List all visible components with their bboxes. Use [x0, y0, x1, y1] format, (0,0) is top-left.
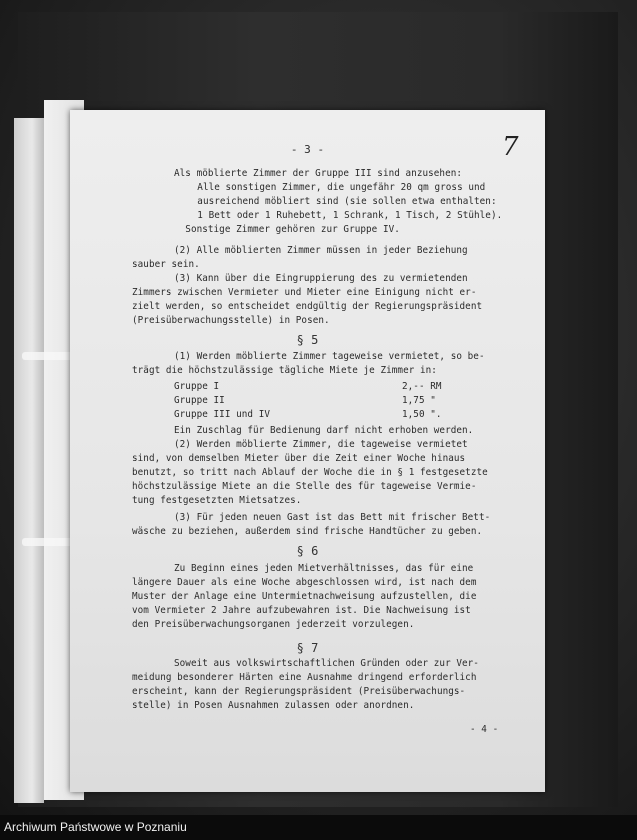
text-line: sind, von demselben Mieter über die Zeit einer Woche hinaus	[132, 453, 466, 464]
text-line: Sonstige Zimmer gehören zur Gruppe IV.	[174, 224, 400, 235]
section-heading: § 7	[296, 641, 319, 655]
text-line: Ein Zuschlag für Bedienung darf nicht erhoben werden.	[174, 425, 474, 436]
archive-name: Archiwum Państwowe w Poznaniu	[4, 820, 187, 834]
text-line: (3) Kann über die Eingruppierung des zu vermietenden	[174, 273, 468, 284]
continuation-page-number: - 4 -	[470, 724, 499, 735]
section-heading: § 5	[296, 333, 319, 347]
text-line: Muster der Anlage eine Untermietnachweisung aufzustellen, die	[132, 591, 477, 602]
text-line: Als möblierte Zimmer der Gruppe III sind anzusehen:	[174, 168, 463, 179]
rate-group: Gruppe II	[174, 395, 225, 406]
document-page	[70, 110, 545, 792]
text-line: stelle) in Posen Ausnahmen zulassen oder anordnen.	[132, 700, 415, 711]
text-line: Soweit aus volkswirtschaftlichen Gründen oder zur Ver-	[174, 658, 479, 669]
section-heading: § 6	[296, 544, 319, 558]
text-line: trägt die höchstzulässige tägliche Miete je Zimmer in:	[132, 365, 437, 376]
text-line: meidung besonderer Härten eine Ausnahme dringend erforderlich	[132, 672, 477, 683]
rate-group: Gruppe I	[174, 381, 220, 392]
binding-strip	[14, 118, 44, 803]
rate-amount: 1,75 "	[402, 395, 436, 406]
text-line: höchstzulässige Miete an die Stelle des für tageweise Vermie-	[132, 481, 477, 492]
text-line: längere Dauer als eine Woche abgeschlossen wird, ist nach dem	[132, 577, 477, 588]
text-line: Alle sonstigen Zimmer, die ungefähr 20 qm gross und	[186, 182, 486, 193]
text-line: tung festgesetzten Mietsatzes.	[132, 495, 302, 506]
text-line: ausreichend möbliert sind (sie sollen etwa enthalten:	[186, 196, 497, 207]
text-line: wäsche zu beziehen, außerdem sind frische Handtücher zu geben.	[132, 526, 483, 537]
text-line: benutzt, so tritt nach Ablauf der Woche die in § 1 festgesetzte	[132, 467, 488, 478]
text-line: Zu Beginn eines jeden Mietverhältnisses, das für eine	[174, 563, 474, 574]
page-number-top: - 3 -	[290, 143, 325, 156]
text-line: sauber sein.	[132, 259, 200, 270]
handwritten-folio-number: 7	[502, 132, 519, 162]
text-line: den Preisüberwachungsorganen jederzeit vorzulegen.	[132, 619, 415, 630]
text-line: (3) Für jeden neuen Gast ist das Bett mit frischer Bett-	[174, 512, 491, 523]
rate-group: Gruppe III und IV	[174, 409, 271, 420]
rate-amount: 2,-- RM	[402, 381, 442, 392]
text-line: vom Vermieter 2 Jahre aufzubewahren ist. Die Nachweisung ist	[132, 605, 471, 616]
archive-footer	[0, 815, 637, 840]
text-line: erscheint, kann der Regierungspräsident (Preisüberwachungs-	[132, 686, 466, 697]
text-line: zielt werden, so entscheidet endgültig der Regierungspräsident	[132, 301, 483, 312]
text-line: (Preisüberwachungsstelle) in Posen.	[132, 315, 330, 326]
rate-amount: 1,50 ".	[402, 409, 442, 420]
text-line: (1) Werden möblierte Zimmer tageweise vermietet, so be-	[174, 351, 485, 362]
text-line: Zimmers zwischen Vermieter und Mieter eine Einigung nicht er-	[132, 287, 477, 298]
text-line: 1 Bett oder 1 Ruhebett, 1 Schrank, 1 Tisch, 2 Stühle).	[186, 210, 503, 221]
text-line: (2) Werden möblierte Zimmer, die tageweise vermietet	[174, 439, 468, 450]
text-line: (2) Alle möblierten Zimmer müssen in jeder Beziehung	[174, 245, 468, 256]
